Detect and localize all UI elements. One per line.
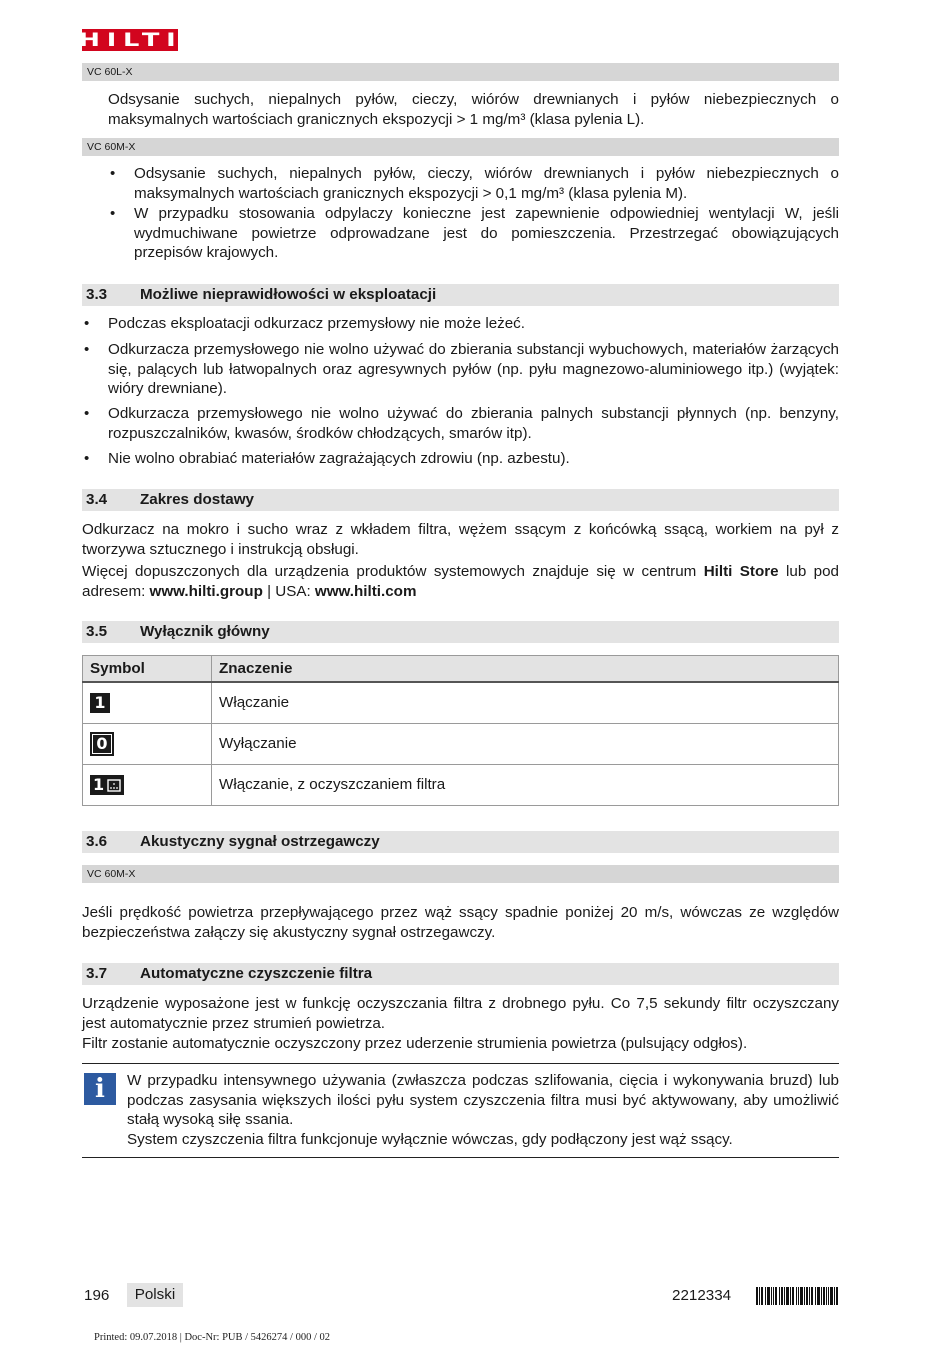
- symbol-cell: [83, 682, 212, 724]
- section-number: 3.5: [86, 623, 108, 640]
- switch-on-icon: 1: [90, 693, 110, 713]
- page-number: 196: [84, 1287, 110, 1304]
- meaning-cell: Włączanie: [212, 682, 839, 724]
- section-number: 3.4: [86, 491, 108, 508]
- column-header-symbol: Symbol: [83, 656, 212, 683]
- filter-clean-icon: [107, 779, 121, 792]
- section-title: Akustyczny sygnał ostrzegawczy: [140, 833, 380, 850]
- section-title: Automatyczne czyszczenie filtra: [140, 965, 373, 982]
- section-number: 3.6: [86, 833, 108, 850]
- text-run: | USA:: [262, 582, 315, 600]
- table-row: [83, 765, 839, 806]
- column-header-meaning: Znaczenie: [212, 656, 839, 683]
- note-top-rule: [82, 1063, 839, 1064]
- section-3-5-header: [82, 621, 839, 643]
- bullet-dot: •: [84, 315, 90, 332]
- hilti-store-link[interactable]: Hilti Store: [703, 563, 779, 580]
- bullet-dot: •: [110, 165, 116, 182]
- vc60l-text: Odsysanie suchych, niepalnych pyłów, cieczy, wiórów drewnianych i pyłów niebezpiecznych o maksymalnych wartościach granicznych ekspozycji > 1 mg/m³ (klasa pylenia L).: [108, 91, 839, 128]
- s33-bullet-1: Podczas eksploatacji odkurzacz przemysłowy nie może leżeć.: [108, 315, 525, 332]
- symbol-cell: [83, 724, 212, 765]
- main-switch-table: [82, 655, 839, 806]
- text-run: Więcej dopuszczonych dla urządzenia produktów systemowych znajduje się w centrum: [82, 563, 704, 580]
- section-title: Możliwe nieprawidłowości w eksploatacji: [140, 286, 437, 303]
- s37-paragraph-2: Filtr zostanie automatycznie oczyszczony przez uderzenie strumienia powietrza (pulsujący odgłos).: [82, 1035, 748, 1052]
- model-label-vc60m: VC 60M-X: [82, 865, 839, 883]
- vc60m-bullet-1: Odsysanie suchych, niepalnych pyłów, cieczy, wiórów drewnianych i pyłów niebezpiecznych o maksymalnych wartościach granicznych ekspozycji > 0,1 mg/m³ (klasa pylenia M).: [134, 165, 839, 202]
- bullet-dot: •: [84, 341, 90, 358]
- model-label-vc60m: VC 60M-X: [82, 138, 839, 156]
- s34-paragraph-1: Odkurzacz na mokro i sucho wraz z wkładem filtra, wężem ssącym z końcówką ssącą, workiem na pył z tworzywa sztucznego i instrukcją obsługi.: [82, 521, 839, 558]
- print-info: Printed: 09.07.2018 | Doc-Nr: PUB / 5426274 / 000 / 02: [94, 1332, 331, 1343]
- note-text-1: W przypadku intensywnego używania (zwłaszcza podczas szlifowania, cięcia i wykonywania bruzd) lub podczas zasysania większych ilości pyłu system czyszczenia filtra musi być aktywowany, aby umożliwić stałą wysoką siłę ssania.: [127, 1072, 839, 1128]
- meaning-cell: Włączanie, z oczyszczaniem filtra: [212, 765, 839, 806]
- hilti-group-link[interactable]: www.hilti.group: [149, 582, 263, 600]
- model-label-vc60l: VC 60L-X: [82, 63, 839, 81]
- section-3-7-header: [82, 963, 839, 985]
- barcode-icon: [756, 1287, 839, 1305]
- s37-paragraph-1: Urządzenie wyposażone jest w funkcję oczyszczania filtra z drobnego pyłu. Co 7,5 sekundy filtr oczyszczany jest automatycznie przez strumień powietrza.: [82, 995, 839, 1032]
- s33-bullet-4: Nie wolno obrabiać materiałów zagrażających zdrowiu (np. azbestu).: [108, 450, 570, 467]
- vc60m-bullet-2: W przypadku stosowania odpylaczy konieczne jest zapewnienie odpowiedniej wentylacji W, jeśli wydmuchiwane powietrze odprowadzane jest do pomieszczenia. Przestrzegać obowiązujących przepisów krajowych.: [134, 205, 839, 261]
- table-row: [83, 724, 839, 765]
- section-3-6-header: [82, 831, 839, 853]
- section-title: Zakres dostawy: [140, 491, 254, 508]
- text-run: lub pod adresem:: [82, 563, 840, 600]
- bullet-dot: •: [84, 405, 90, 422]
- switch-on-filter-clean-icon: [90, 775, 124, 795]
- language-label: Polski: [127, 1283, 183, 1307]
- info-icon: i: [84, 1073, 116, 1105]
- s33-bullet-2: Odkurzacza przemysłowego nie wolno używać do zbierania substancji wybuchowych, materiałów żarzących się, palących lub łatwopalnych oraz agresywnych pyłów (np. pyłu magnezowo-aluminiowego itp.) (wyjątek: wióry drewniane).: [108, 341, 839, 397]
- symbol-cell: [83, 765, 212, 806]
- section-3-3-header: [82, 284, 839, 306]
- section-number: 3.7: [86, 965, 108, 982]
- note-bottom-rule: [82, 1157, 839, 1158]
- note-text-2: System czyszczenia filtra funkcjonuje wyłącznie wówczas, gdy podłączony jest wąż ssący.: [127, 1131, 733, 1148]
- section-number: 3.3: [86, 286, 108, 303]
- table-header-row: [83, 656, 839, 683]
- document-code: 2212334: [672, 1287, 732, 1304]
- switch-off-icon: 0: [90, 732, 114, 756]
- meaning-cell: Wyłączanie: [212, 724, 839, 765]
- table-row: [83, 682, 839, 724]
- switch-on-filter-clean-digit: 1: [93, 774, 105, 794]
- s34-paragraph-2: [82, 562, 839, 601]
- hilti-com-link[interactable]: www.hilti.com: [314, 582, 417, 600]
- section-3-4-header: [82, 489, 839, 511]
- s36-text: Jeśli prędkość powietrza przepływającego przez wąż ssący spadnie poniżej 20 m/s, wówczas ze względów bezpieczeństwa załączy się akustyczny sygnał ostrzegawczy.: [82, 904, 839, 941]
- section-title: Wyłącznik główny: [140, 623, 270, 640]
- bullet-dot: •: [110, 205, 116, 222]
- s33-bullet-3: Odkurzacza przemysłowego nie wolno używać do zbierania palnych substancji płynnych (np. benzyny, rozpuszczalników, kwasów, środków chłodzących, smarów itp).: [108, 405, 839, 442]
- bullet-dot: •: [84, 450, 90, 467]
- hilti-logo: HILTI: [78, 29, 182, 51]
